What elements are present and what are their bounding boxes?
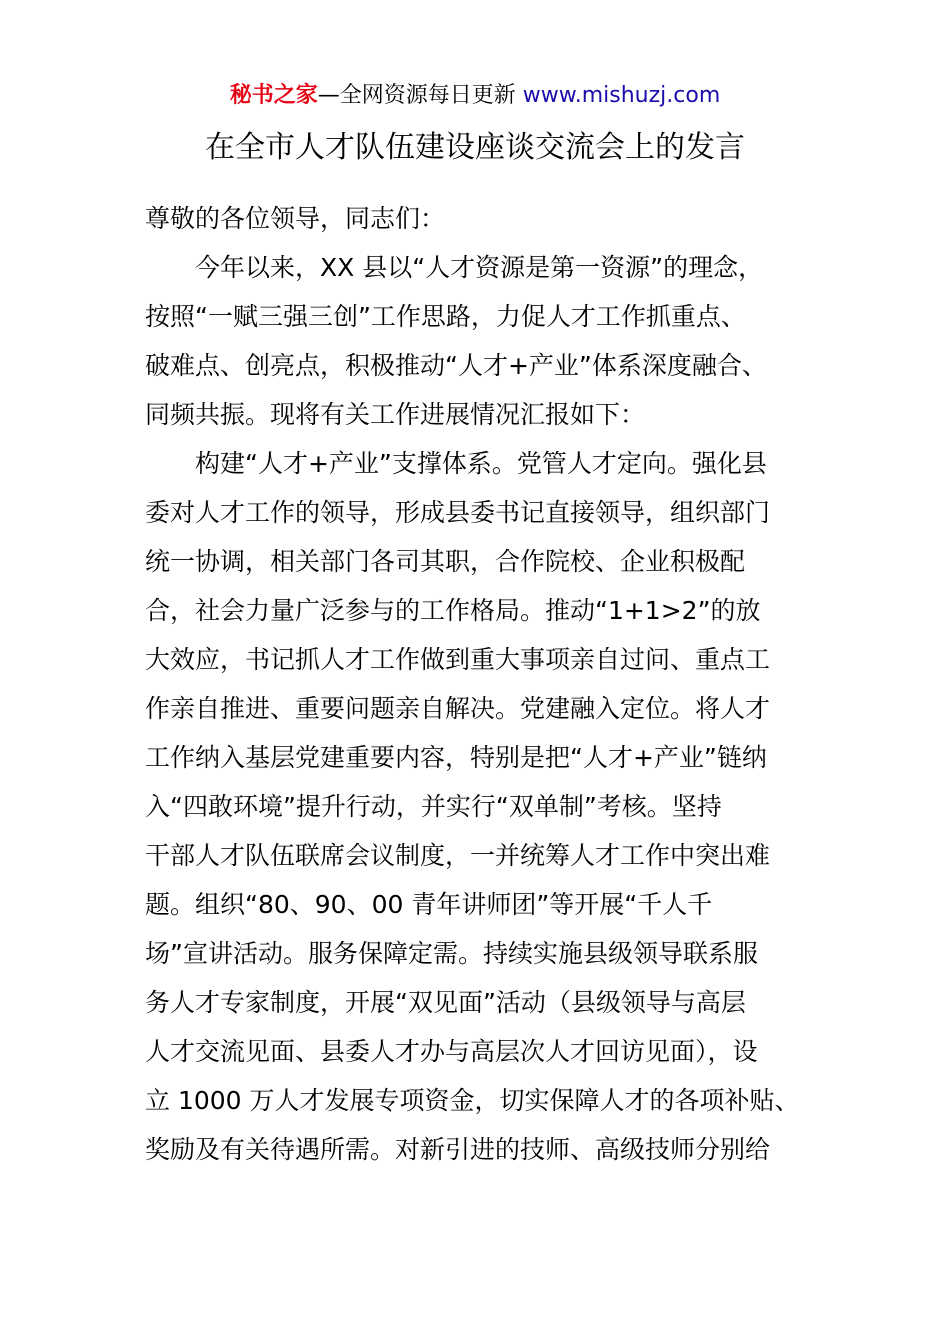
text-line: 奖励及有关待遇所需。对新引进的技师、高级技师分别给 [145, 1135, 771, 1164]
text-line: 作亲自推进、重要问题亲自解决。党建融入定位。将人才 [145, 694, 771, 723]
site-url-link[interactable]: www.mishuzj.com [522, 83, 721, 108]
text-line: 干部人才队伍联席会议制度，一并统筹人才工作中突出难 [145, 841, 771, 870]
site-tagline: —全网资源每日更新 [317, 83, 523, 108]
text-line: 按照“一赋三强三创”工作思路，力促人才工作抓重点、 [145, 302, 746, 331]
salutation-line: 尊敬的各位领导，同志们： [145, 204, 446, 233]
site-header [0, 80, 950, 112]
text-line: 委对人才工作的领导，形成县委书记直接领导，组织部门 [145, 498, 771, 527]
text-line: 同频共振。现将有关工作进展情况汇报如下： [145, 400, 646, 429]
text-line: 大效应，书记抓人才工作做到重大事项亲自过问、重点工 [145, 645, 771, 674]
text-line: 人才交流见面、县委人才办与高层次人才回访见面），设 [145, 1037, 758, 1066]
text-line: 统一协调，相关部门各司其职，合作院校、企业积极配 [145, 547, 746, 576]
document-title: 在全市人才队伍建设座谈交流会上的发言 [205, 130, 745, 165]
text-line: 务人才专家制度，开展“双见面”活动（县级领导与高层 [145, 988, 746, 1017]
site-brand: 秘书之家 [229, 83, 318, 108]
document-body [145, 194, 810, 1174]
text-line: 构建“人才+产业”支撑体系。党管人才定向。强化县 [195, 449, 767, 478]
text-line: 入“四敢环境”提升行动，并实行“双单制”考核。坚持 [145, 792, 722, 821]
text-line: 题。组织“80、90、00 青年讲师团”等开展“千人千 [145, 890, 713, 919]
text-line: 破难点、创亮点，积极推动“人才+产业”体系深度融合、 [145, 351, 767, 380]
text-line: 今年以来，XX 县以“人才资源是第一资源”的理念， [195, 253, 764, 282]
text-line: 场”宣讲活动。服务保障定需。持续实施县级领导联系服 [145, 939, 758, 968]
text-line: 工作纳入基层党建重要内容，特别是把“人才+产业”链纳 [145, 743, 767, 772]
text-line: 立 1000 万人才发展专项资金，切实保障人才的各项补贴、 [145, 1086, 800, 1115]
text-line: 合，社会力量广泛参与的工作格局。推动“1+1>2”的放 [145, 596, 761, 625]
